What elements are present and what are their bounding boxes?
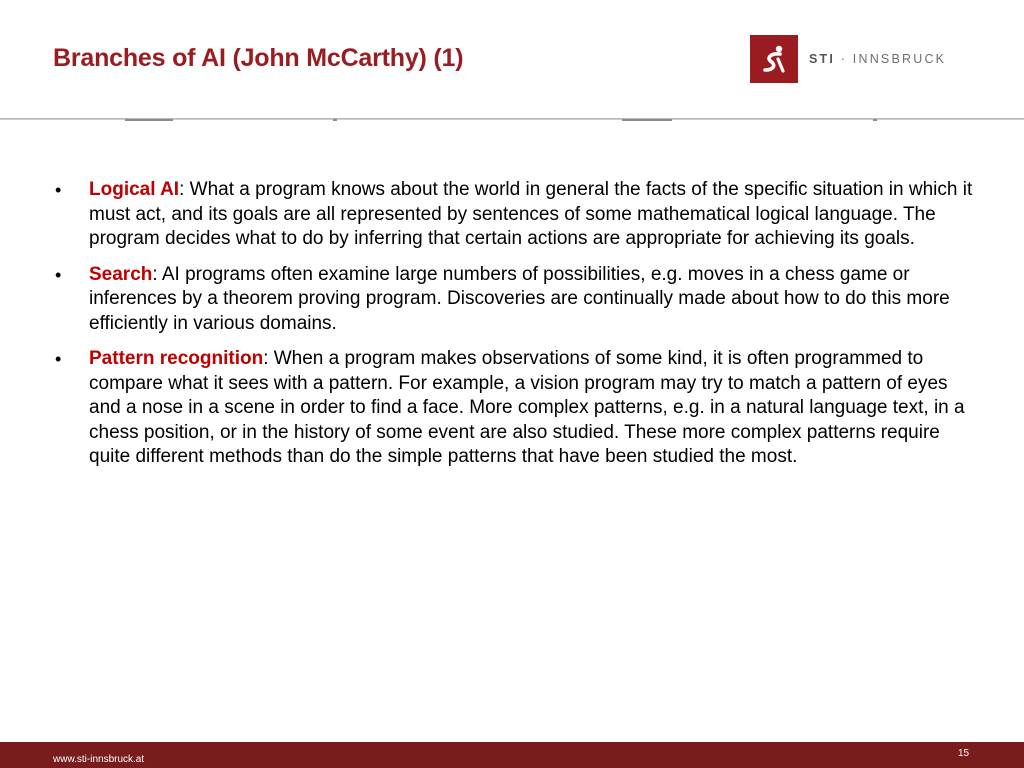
divider-accent — [873, 119, 877, 121]
logo-brand: STI — [809, 52, 836, 66]
logo-mark-icon — [750, 35, 798, 83]
logo-text — [809, 52, 946, 66]
bullet-marker: • — [55, 349, 62, 369]
bullet-keyword: Search — [89, 263, 153, 285]
bullet-keyword: Logical AI — [89, 179, 180, 200]
bullet-marker: • — [55, 264, 62, 285]
bullet-keyword: Pattern recognition — [89, 348, 264, 369]
divider-accent — [125, 119, 173, 121]
divider-accent — [622, 119, 672, 121]
divider-accent — [333, 119, 337, 121]
logo-separator: · — [840, 52, 848, 66]
bullet-item-pattern-recognition — [0, 347, 1024, 470]
bullet-marker: • — [55, 180, 62, 200]
bullet-item-search — [0, 263, 1024, 337]
bullet-description: : When a program makes observations of some kind, it is often programmed to compare what it sees with a pattern. For example, a vision program may try to match a pattern of eyes and a nose in a scene in order to find a face. More complex patterns, e.g. in a natural language text, in a chess position, or in the history of some event are also studied. These more complex patterns require quite different methods than do the simple patterns that have been studied the most. — [89, 348, 965, 467]
bullet-text — [89, 178, 984, 252]
sti-innsbruck-logo — [750, 34, 946, 84]
logo-name: INNSBRUCK — [852, 52, 947, 66]
page-number: 15 — [958, 748, 970, 759]
bullet-text — [89, 263, 984, 337]
header-divider — [0, 118, 1024, 120]
bullet-text — [89, 347, 984, 470]
footer-url: www.sti-innsbruck.at — [53, 754, 145, 765]
footer-bar — [0, 742, 1024, 768]
bullet-list — [0, 178, 1024, 481]
bullet-description: : What a program knows about the world in general the facts of the specific situation in which it must act, and its goals are all represented by sentences of some mathematical logical language. The program decides what to do by inferring that certain actions are appropriate for achieving its goals. — [89, 179, 973, 249]
bullet-description: : AI programs often examine large numbers of possibilities, e.g. moves in a chess game or inferences by a theorem proving program. Discoveries are continually made about how to do this more efficiently in various domains. — [89, 263, 950, 334]
slide-title: Branches of AI (John McCarthy) (1) — [53, 44, 464, 72]
bullet-item-logical-ai — [0, 178, 1024, 252]
